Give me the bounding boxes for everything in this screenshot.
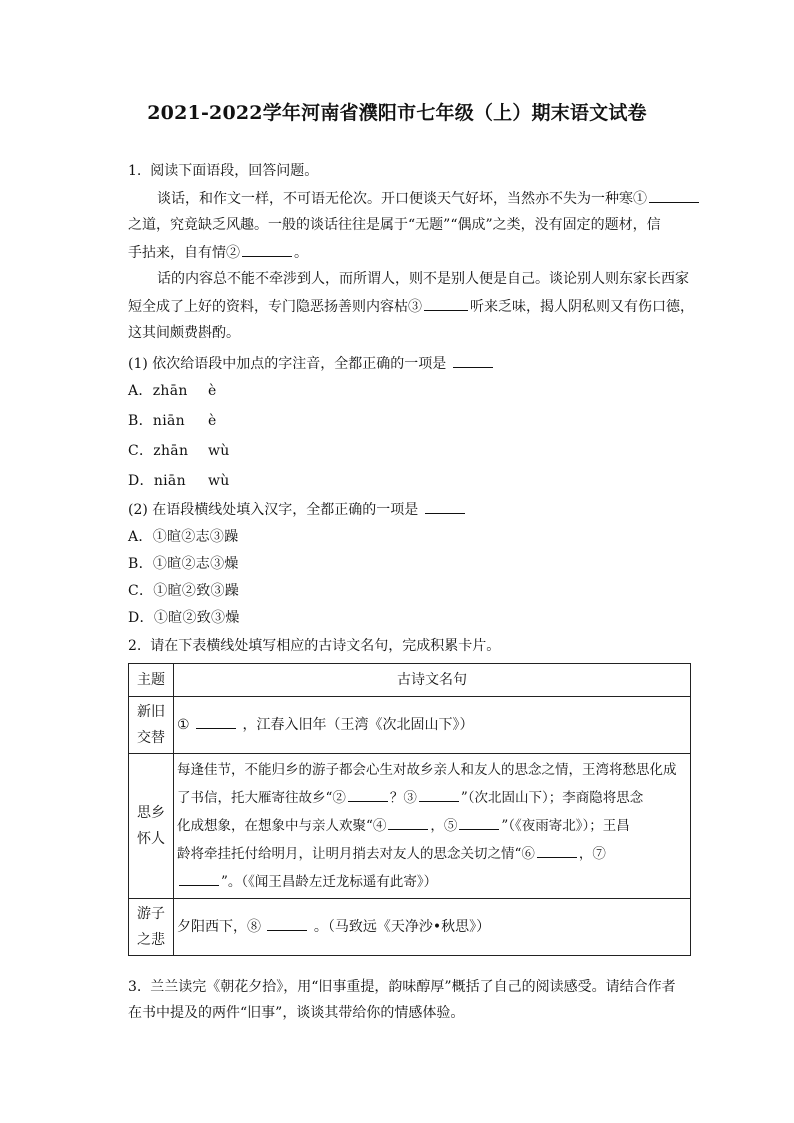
blank-7[interactable] [179, 872, 219, 886]
row-theme: 游子之悲 [129, 899, 174, 956]
row-text: ”。（《闻王昌龄左迁龙标遥有此寄》） [221, 874, 438, 890]
blank-5[interactable] [459, 816, 499, 830]
header-theme: 主题 [129, 664, 174, 697]
option-pinyin: è [208, 383, 217, 399]
option-label: D．niān [128, 473, 186, 489]
option-pinyin: è [208, 413, 217, 429]
option-d[interactable]: D．①暄②致③燥 [128, 610, 240, 626]
option-c[interactable] [128, 442, 230, 460]
row-text: ”（《夜雨寄北》）；王昌 [501, 818, 630, 834]
row-text: ，⑦ [578, 846, 606, 862]
option-a[interactable]: A．①暄②志③躁 [128, 529, 239, 545]
q1-paragraph-line: 这其间颇费斟酌。 [128, 325, 240, 341]
option-d[interactable] [128, 472, 230, 490]
row-text: 化成想象，在想象中与亲人欢聚“④ [177, 818, 387, 834]
poem-table [128, 663, 691, 956]
question-2-stem: 2. 请在下表横线处填写相应的古诗文名句，完成积累卡片。 [128, 638, 501, 654]
blank-4[interactable] [388, 816, 428, 830]
page-title: 2021-2022学年河南省濮阳市七年级（上）期末语文试卷 [147, 102, 647, 124]
row-content [174, 697, 691, 754]
option-label: C．zhān [128, 443, 189, 459]
row-text: 。（马致远《天净沙•秋思》） [313, 919, 491, 935]
row-content [174, 899, 691, 956]
row-text: 龄将牵挂托付给明月，让明月捎去对友人的思念关切之情“⑥ [177, 846, 535, 862]
row-theme: 思乡怀人 [129, 754, 174, 899]
row-text: 夕阳西下，⑧ [177, 919, 261, 935]
q1-paragraph-line: 之道，究竟缺乏风趣。一般的谈话往往是属于“无题”“偶成”之类，没有固定的题材，信 [128, 217, 661, 233]
option-label: A．zhān [128, 383, 188, 399]
table-row [129, 899, 691, 956]
q1-text: 听来乏味，揭人阴私则又有伤口德， [470, 299, 694, 315]
question-3-line: 在书中提及的两件“旧事”，谈谈其带给你的情感体验。 [128, 1005, 465, 1021]
answer-blank[interactable] [425, 500, 465, 514]
q1-text: 谈话，和作文一样，不可语无伦次。开口便谈天气好坏，当然亦不失为一种寒① [157, 191, 647, 207]
table-row [129, 697, 691, 754]
row-theme: 新旧交替 [129, 697, 174, 754]
option-b[interactable]: B．①暄②志③燥 [128, 556, 239, 572]
q1-paragraph-line [128, 297, 694, 316]
row-text: ，⑤ [430, 818, 458, 834]
sub-question-1 [128, 354, 495, 373]
q1-text: 。 [294, 245, 308, 261]
sub-question-text: (2) 在语段横线处填入汉字，全都正确的一项是 [128, 502, 419, 518]
q1-text: 手拈来，自有情② [128, 245, 240, 261]
option-c[interactable]: C．①暄②致③躁 [128, 583, 240, 599]
q1-paragraph-line [157, 189, 701, 208]
table-header-row [129, 664, 691, 697]
answer-blank[interactable] [453, 354, 493, 368]
question-3-line: 3. 兰兰读完《朝花夕拾》，用“旧事重提，韵味醇厚”概括了自己的阅读感受。请结合作者 [128, 979, 676, 995]
table-row [129, 754, 691, 899]
blank-2[interactable] [348, 788, 388, 802]
question-1-stem: 1. 阅读下面语段，回答问题。 [128, 163, 319, 179]
option-pinyin: wù [208, 443, 230, 459]
blank-6[interactable] [537, 844, 577, 858]
sub-question-text: (1) 依次给语段中加点的字注音，全都正确的一项是 [128, 356, 447, 372]
row-text: ，江春入旧年（王湾《次北固山下》） [242, 717, 474, 733]
option-label: B．niān [128, 413, 185, 429]
blank-8[interactable] [267, 917, 307, 931]
blank-3[interactable] [419, 788, 459, 802]
row-text: 了书信，托大雁寄往故乡“② [177, 790, 346, 806]
q1-text: 短全成了上好的资料，专门隐恶扬善则内容枯③ [128, 299, 422, 315]
option-b[interactable] [128, 412, 217, 430]
row-text: ① [177, 717, 190, 733]
q1-paragraph-line [128, 243, 308, 262]
option-a[interactable] [128, 382, 217, 400]
option-pinyin: wù [208, 473, 230, 489]
row-text: ”（次北固山下）；李商隐将思念 [460, 790, 644, 806]
sub-question-2 [128, 500, 467, 519]
q1-paragraph-line: 话的内容总不能不牵涉到人，而所谓人，则不是别人便是自己。谈论别人则东家长西家 [157, 271, 689, 287]
blank-3[interactable] [424, 297, 468, 311]
row-text: ？③ [389, 790, 417, 806]
blank-1[interactable] [196, 715, 236, 729]
header-lines: 古诗文名句 [174, 664, 691, 697]
row-content [174, 754, 691, 899]
blank-1[interactable] [649, 189, 699, 203]
row-text: 每逢佳节，不能归乡的游子都会心生对故乡亲人和友人的思念之情，王湾将愁思化成 [177, 762, 677, 778]
blank-2[interactable] [242, 243, 292, 257]
